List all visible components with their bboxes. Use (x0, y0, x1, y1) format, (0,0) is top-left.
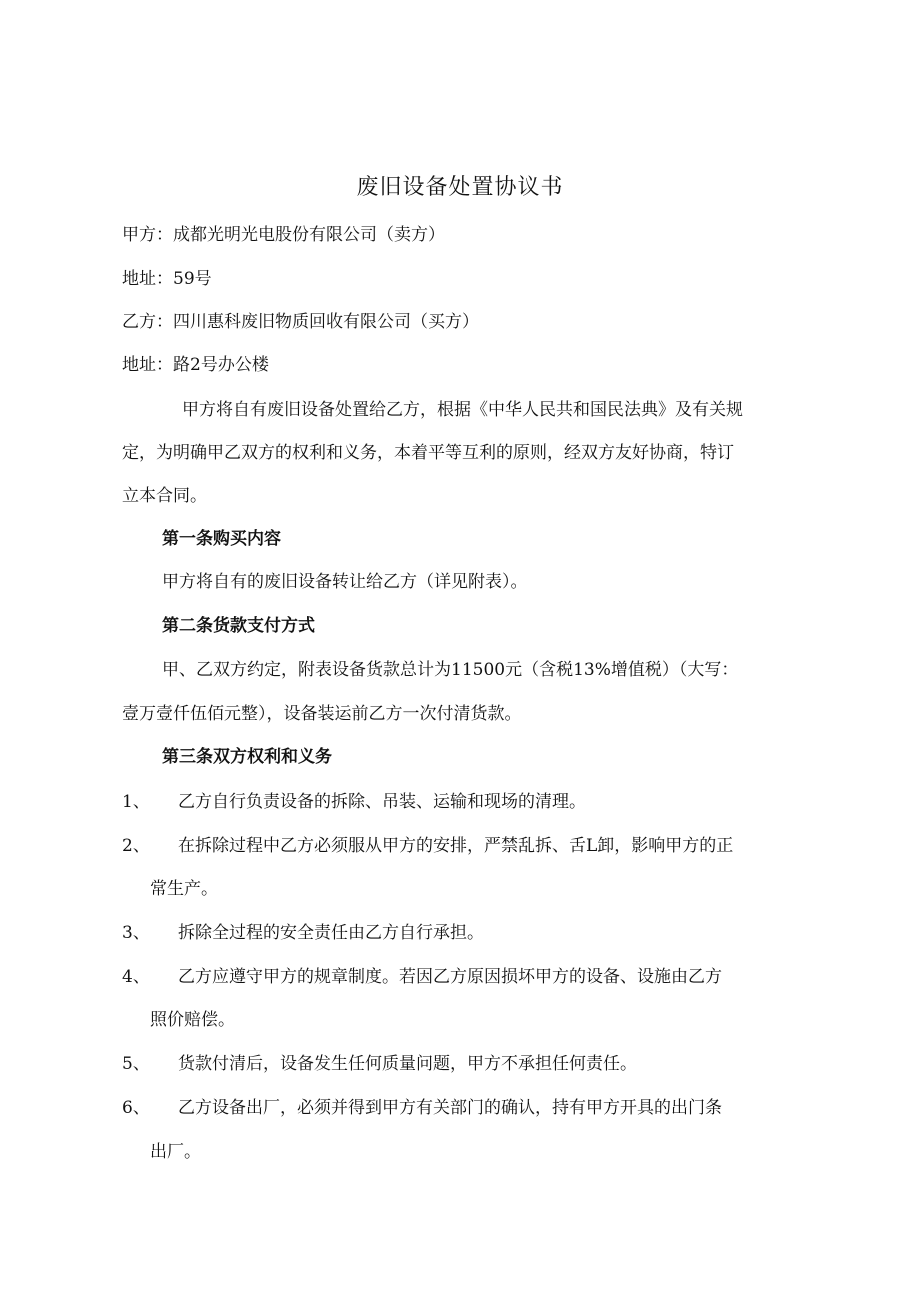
item-3-text: 拆除全过程的安全责任由乙方自行承担。 (178, 923, 484, 943)
article-1-heading: 第一条购买内容 (162, 529, 281, 549)
item-2-number: 2、 (122, 836, 150, 856)
item-6-number: 6、 (122, 1098, 150, 1118)
article-2-heading: 第二条货款支付方式 (162, 616, 315, 636)
party-b: 乙方：四川惠科废旧物质回收有限公司（买方） (122, 312, 479, 332)
article-2-line-1: 甲、乙双方约定，附表设备货款总计为11500元（含税13%增值税）（大写： (162, 660, 739, 680)
item-5-number: 5、 (122, 1054, 150, 1074)
item-4-number: 4、 (122, 967, 150, 987)
item-1-number: 1、 (122, 792, 150, 812)
item-3-number: 3、 (122, 923, 150, 943)
item-1-text: 乙方自行负责设备的拆除、吊装、运输和现场的清理。 (178, 792, 586, 812)
item-6-text: 乙方设备出厂，必须并得到甲方有关部门的确认，持有甲方开具的出门条 (178, 1098, 722, 1118)
item-2-continuation: 常生产。 (150, 879, 218, 899)
intro-line-1: 甲方将自有废旧设备处置给乙方，根据《中华人民共和国民法典》及有关规 (182, 400, 743, 420)
item-5-text: 货款付清后，设备发生任何质量问题，甲方不承担任何责任。 (178, 1054, 637, 1074)
item-4-continuation: 照价赔偿。 (150, 1010, 235, 1030)
intro-line-3: 立本合同。 (122, 486, 207, 506)
article-1-text: 甲方将自有的废旧设备转让给乙方（详见附表）。 (162, 572, 528, 592)
address-a: 地址：59号 (122, 269, 212, 289)
article-3-heading: 第三条双方权利和义务 (162, 747, 332, 767)
item-6-continuation: 出厂。 (150, 1142, 201, 1162)
article-2-line-2: 壹万壹仟伍佰元整），设备装运前乙方一次付清货款。 (122, 704, 522, 724)
item-2-text: 在拆除过程中乙方必须服从甲方的安排，严禁乱拆、舌L卸，影响甲方的正 (178, 836, 734, 856)
item-4-text: 乙方应遵守甲方的规章制度。若因乙方原因损坏甲方的设备、设施由乙方 (178, 967, 722, 987)
document-title: 废旧设备处置协议书 (356, 175, 564, 200)
party-a: 甲方：成都光明光电股份有限公司（卖方） (122, 225, 445, 245)
address-b: 地址：路2号办公楼 (122, 355, 269, 375)
intro-line-2: 定，为明确甲乙双方的权利和义务，本着平等互利的原则，经双方友好协商，特订 (122, 443, 734, 463)
